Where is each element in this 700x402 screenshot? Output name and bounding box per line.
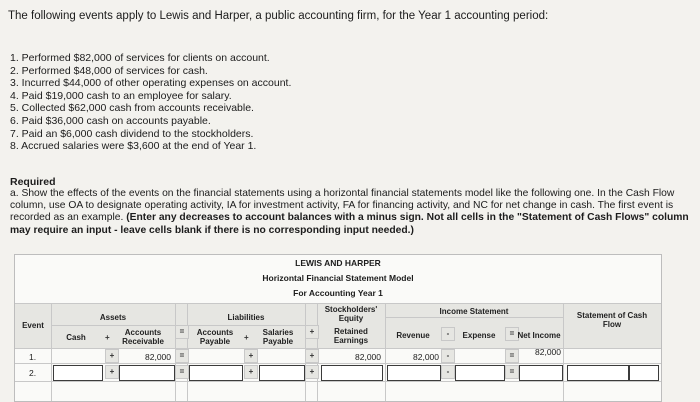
required-instructions [10, 188, 690, 237]
cash-flow-header: Statement of Cash Flow [576, 311, 648, 329]
plus-sign: + [105, 349, 119, 363]
table-title-model: Horizontal Financial Statement Model [262, 273, 414, 283]
retained-earnings-header: Retained Earnings [333, 327, 369, 345]
required-heading: Required [10, 176, 56, 188]
event-number: 2. [29, 368, 37, 378]
plus-sign: + [105, 333, 110, 342]
row2-accounts-payable-input[interactable] [189, 365, 243, 381]
intro-text: The following events apply to Lewis and Harper, a public accounting firm, for the Year 1 accounting period: [8, 10, 549, 22]
plus-sign: + [305, 365, 319, 379]
equals-sign: = [505, 365, 519, 379]
row1-net-income: 82,000 [535, 347, 561, 357]
events-list [10, 52, 291, 153]
equals-sign: = [505, 349, 519, 363]
accounts-receivable-header: Accounts Receivable [122, 328, 164, 346]
row2-salaries-payable-input[interactable] [259, 365, 305, 381]
liabilities-header: Liabilities [227, 313, 265, 322]
grid-line [15, 381, 661, 382]
row2-revenue-input[interactable] [387, 365, 441, 381]
minus-sign: - [441, 327, 455, 341]
row2-cash-flow-amount-input[interactable] [567, 365, 629, 381]
required-text: a. Show the effects of the events on the financial statements using a horizontal financial statements model like the following one. In the Cash Flow column, use OA to designate operating activity, IA for investment activity, FA for financing activity, and NC for net change in cash. The first event is recorded as an example. [10, 188, 675, 224]
plus-sign: + [244, 365, 258, 379]
event-header: Event [22, 321, 44, 330]
minus-sign: - [441, 349, 455, 363]
minus-sign: - [441, 365, 455, 379]
list-item: 5. Collected $62,000 cash from accounts receivable. [10, 102, 254, 115]
plus-sign: + [244, 349, 258, 363]
salaries-payable-header: Salaries Payable [262, 328, 294, 346]
net-income-header: Net Income [517, 331, 561, 340]
stockholders-equity-header: Stockholders' Equity [324, 305, 378, 323]
list-item: 3. Incurred $44,000 of other operating expenses on account. [10, 77, 292, 90]
income-statement-header: Income Statement [439, 307, 509, 316]
row1-revenue: 82,000 [413, 352, 439, 362]
assets-header: Assets [99, 313, 127, 322]
equals-sign: = [175, 365, 189, 379]
list-item: 1. Performed $82,000 of services for clients on account. [10, 52, 270, 64]
plus-sign: + [305, 325, 319, 339]
equals-sign: = [175, 349, 189, 363]
event-number: 1. [29, 352, 37, 362]
row2-net-income-input[interactable] [519, 365, 563, 381]
list-item: 6. Paid $36,000 cash on accounts payable. [10, 114, 211, 127]
revenue-header: Revenue [396, 331, 430, 340]
equals-sign: = [505, 327, 519, 341]
table-title-period: For Accounting Year 1 [293, 288, 383, 298]
cash-header: Cash [66, 333, 86, 342]
grid-line [385, 317, 563, 318]
list-item: 2. Performed $48,000 of services for cash. [10, 64, 208, 77]
table-title-company: LEWIS AND HARPER [295, 258, 381, 268]
list-item: 7. Paid an $6,000 cash dividend to the stockholders. [10, 127, 254, 140]
grid-line [563, 303, 564, 401]
row1-accounts-receivable: 82,000 [145, 352, 171, 362]
financial-model-table [14, 254, 662, 402]
row1-retained-earnings: 82,000 [355, 352, 381, 362]
grid-line [15, 363, 661, 364]
plus-sign: + [305, 349, 319, 363]
equals-sign: = [175, 325, 189, 339]
plus-sign: + [244, 333, 249, 342]
plus-sign: + [105, 365, 119, 379]
row2-cash-input[interactable] [53, 365, 103, 381]
expense-header: Expense [462, 331, 496, 340]
list-item: 8. Accrued salaries were $3,600 at the end of Year 1. [10, 140, 257, 153]
accounts-payable-header: Accounts Payable [196, 328, 234, 346]
row2-cash-flow-activity-input[interactable] [629, 365, 659, 381]
row2-expense-input[interactable] [455, 365, 505, 381]
row2-retained-earnings-input[interactable] [321, 365, 383, 381]
required-bold-text: (Enter any decreases to account balances with a minus sign. Not all cells in the "Statement of Cash Flows" column may require an input - leave cells blank if there is no corresponding input needed.) [10, 212, 689, 236]
list-item: 4. Paid $19,000 cash to an employee for salary. [10, 89, 232, 102]
row2-accounts-receivable-input[interactable] [119, 365, 175, 381]
